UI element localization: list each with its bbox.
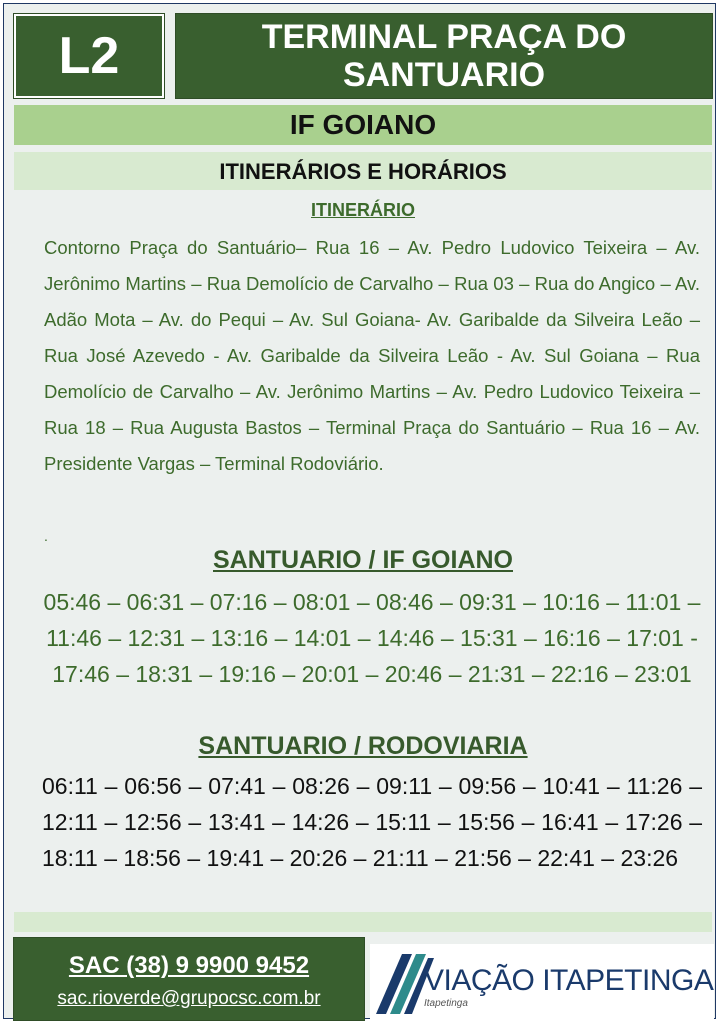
itinerary-text: Contorno Praça do Santuário– Rua 16 – Av. Pedro Ludovico Teixeira – Av. Jerônimo Martins – Rua Demolício de Carvalho – Rua 03 – Rua do Angico – Av. Adão Mota – Av. do Pequi – Av. Sul Goiana- Av. Garibalde da Silveira Leão – Rua José Azevedo - Av. Garibalde da Silveira Leão - Av. Sul Goiana – Rua Demolício de Carvalho – Av. Jerônimo Martins – Av. Pedro Ludovico Teixeira – Rua 18 – Rua Augusta Bastos – Terminal Praça do Santuário – Rua 16 – Av. Presidente Vargas – Terminal Rodoviário.: [44, 237, 700, 474]
schedule-times-if-goiano: 05:46 – 06:31 – 07:16 – 08:01 – 08:46 – 09:31 – 10:16 – 11:01 – 11:46 – 12:31 – 13:16 – 14:01 – 14:46 – 15:31 – 16:16 – 17:01 - 17:46 – 18:31 – 19:16 – 20:01 – 20:46 – 21:31 – 22:16 – 23:01: [43, 589, 701, 687]
destination-bar: IF GOIANO: [14, 105, 712, 145]
schedule-times-rodoviaria: 06:11 – 06:56 – 07:41 – 08:26 – 09:11 – 09:56 – 10:41 – 11:26 – 12:11 – 12:56 – 13:41 – 14:26 – 15:11 – 15:56 – 16:41 – 17:26 – 18:11 – 18:56 – 19:41 – 20:26 – 21:11 – 21:56 – 22:41 – 23:26: [42, 773, 702, 871]
logo-subtitle: Itapetinga: [424, 998, 468, 1009]
logo-name: VIAÇÃO ITAPETINGA: [424, 964, 714, 997]
company-logo: [370, 944, 714, 1020]
line-code-badge: L2: [14, 14, 164, 98]
footer-separator: [14, 912, 712, 932]
terminal-title: TERMINAL PRAÇA DO SANTUARIO: [261, 18, 627, 94]
sac-contact-box: [14, 938, 364, 1020]
schedule-title-if-goiano: SANTUARIO / IF GOIANO: [213, 546, 513, 574]
sac-email-link[interactable]: sac.rioverde@grupocsc.com.br: [57, 988, 321, 1009]
schedule-title-rodoviaria: SANTUARIO / RODOVIARIA: [198, 732, 528, 760]
trailing-mark: .: [44, 528, 48, 544]
timetable-sheet: [3, 3, 716, 1019]
terminal-title-box: [176, 14, 712, 98]
itinerary-heading: ITINERÁRIO: [310, 200, 415, 220]
section-title: ITINERÁRIOS E HORÁRIOS: [14, 152, 712, 190]
sac-phone: SAC (38) 9 9900 9452: [68, 952, 310, 979]
